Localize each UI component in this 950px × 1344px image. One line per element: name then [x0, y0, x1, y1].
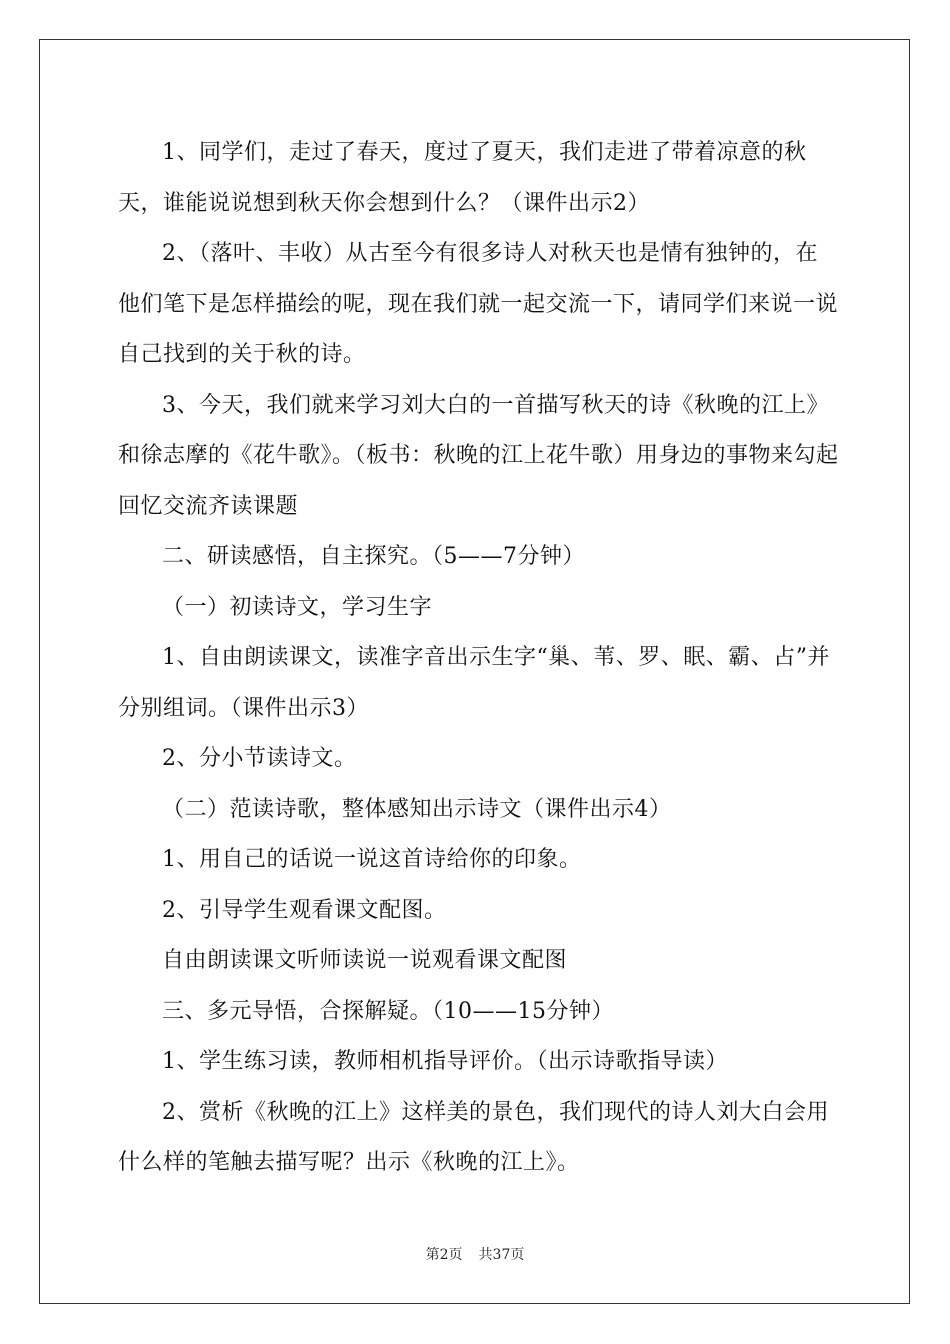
paragraph-3: 3、今天，我们就来学习刘大白的一首描写秋天的诗《秋晚的江上》和徐志摩的《花牛歌》。（板书：秋晚的江上花牛歌）用身边的事物来勾起回忆交流齐读课题: [118, 392, 839, 519]
paragraph-2: 2、（落叶、丰收）从古至今有很多诗人对秋天也是情有独钟的，在他们笔下是怎样描绘的呢，现在我们就一起交流一下，请同学们来说一说自己找到的关于秋的诗。: [118, 241, 839, 367]
paragraph-1: 1、同学们，走过了春天，度过了夏天，我们走进了带着凉意的秋天，谁能说说想到秋天你会想到什么？（课件出示2）: [118, 140, 807, 216]
page-footer: [0, 1246, 950, 1264]
subheading-1: （一）初读诗文，学习生字: [162, 594, 433, 620]
paragraph-7: 2、引导学生观看课文配图。: [162, 897, 447, 923]
paragraph-8: 自由朗读课文听师读说一说观看课文配图: [162, 948, 568, 973]
total-pages: 共37页: [478, 1247, 525, 1263]
section-heading-3: 三、多元导悟，合探解疑。（10——15分钟）: [162, 998, 614, 1024]
paragraph-4: 1、自由朗读课文，读准字音出示生字“巢、苇、罗、眠、霸、占”并分别组词。（课件出示3）: [118, 645, 830, 721]
section-heading-2: 二、研读感悟，自主探究。（5——7分钟）: [162, 544, 585, 569]
current-page-number: 第2页: [425, 1247, 463, 1263]
subheading-2: （二）范读诗歌，整体感知出示诗文（课件出示4）: [162, 796, 672, 822]
paragraph-9: 1、学生练习读，教师相机指导评价。（出示诗歌指导读）: [162, 1049, 728, 1074]
paragraph-10: 2、赏析《秋晚的江上》这样美的景色，我们现代的诗人刘大白会用什么样的笔触去描写呢？出示《秋晚的江上》。: [118, 1099, 829, 1175]
paragraph-5: 2、分小节读诗文。: [162, 746, 357, 771]
document-body: [118, 128, 840, 1189]
paragraph-6: 1、用自己的话说一说这首诗给你的印象。: [162, 847, 582, 872]
